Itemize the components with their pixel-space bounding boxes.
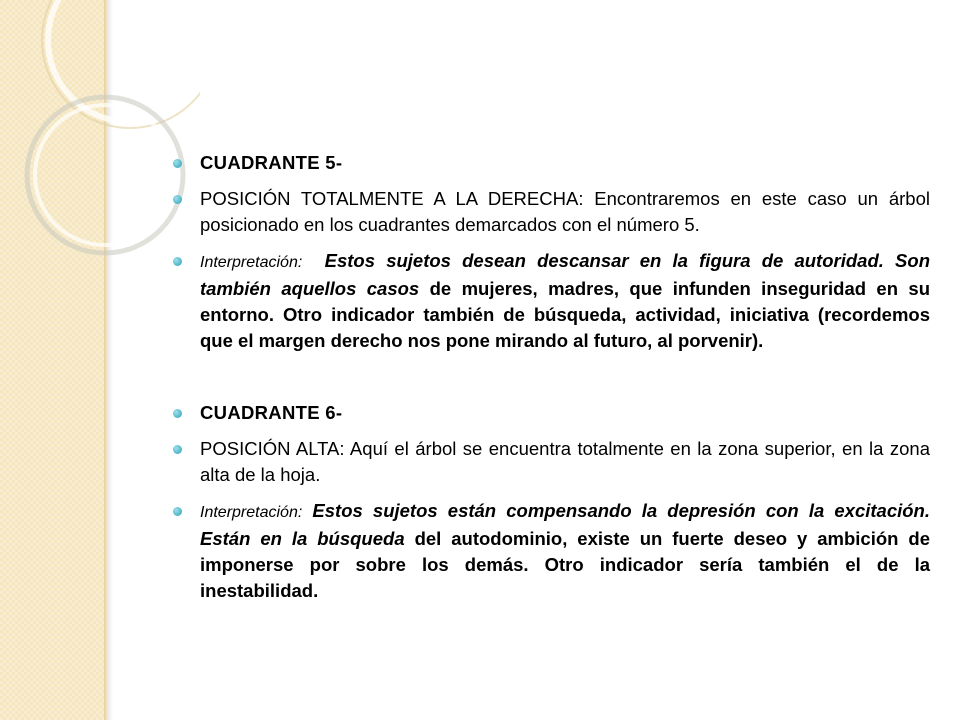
position-label: POSICIÓN TOTALMENTE A LA DERECHA [200,188,579,209]
list-item [160,436,930,488]
interpretation-emphasis: Estos sujetos están compensando la depresión con la excitación. Están en la búsqueda [200,500,930,549]
interpretation-text: del autodominio, existe un fuerte deseo y ambición de imponerse por sobre los demás. Otro indicador sería también el de la inestabilidad. [200,528,931,601]
list-item [160,150,930,176]
list-item [160,400,930,426]
position-text: : Encontraremos en este caso un árbol posicionado en los cuadrantes demarcados con el número 5. [200,188,930,235]
position-text: : Aquí el árbol se encuentra totalmente en la zona superior, en la zona alta de la hoja. [200,438,930,485]
interpretation-emphasis: Estos sujetos desean descansar en la figura de autoridad. Son también aquellos casos [200,250,930,299]
bullet-icon [173,159,182,168]
section-heading: CUADRANTE 5- [200,152,343,173]
position-label: POSICIÓN ALTA [200,438,340,459]
interpretation-label: Interpretación: [200,504,303,521]
bullet-icon [173,195,182,204]
bullet-icon [173,507,182,516]
slide-content [160,150,930,614]
section-heading: CUADRANTE 6- [200,402,343,423]
list-item [160,186,930,238]
bullet-icon [173,445,182,454]
interpretation-label: Interpretación: [200,254,303,271]
bullet-icon [173,257,182,266]
interpretation-text: de mujeres, madres, que infunden inseguridad en su entorno. Otro indicador también de búsqueda, actividad, iniciativa (recordemos que el margen derecho nos pone mirando al futuro, al porvenir). [200,278,930,351]
list-item [160,498,930,604]
list-item [160,248,930,354]
bullet-icon [173,409,182,418]
